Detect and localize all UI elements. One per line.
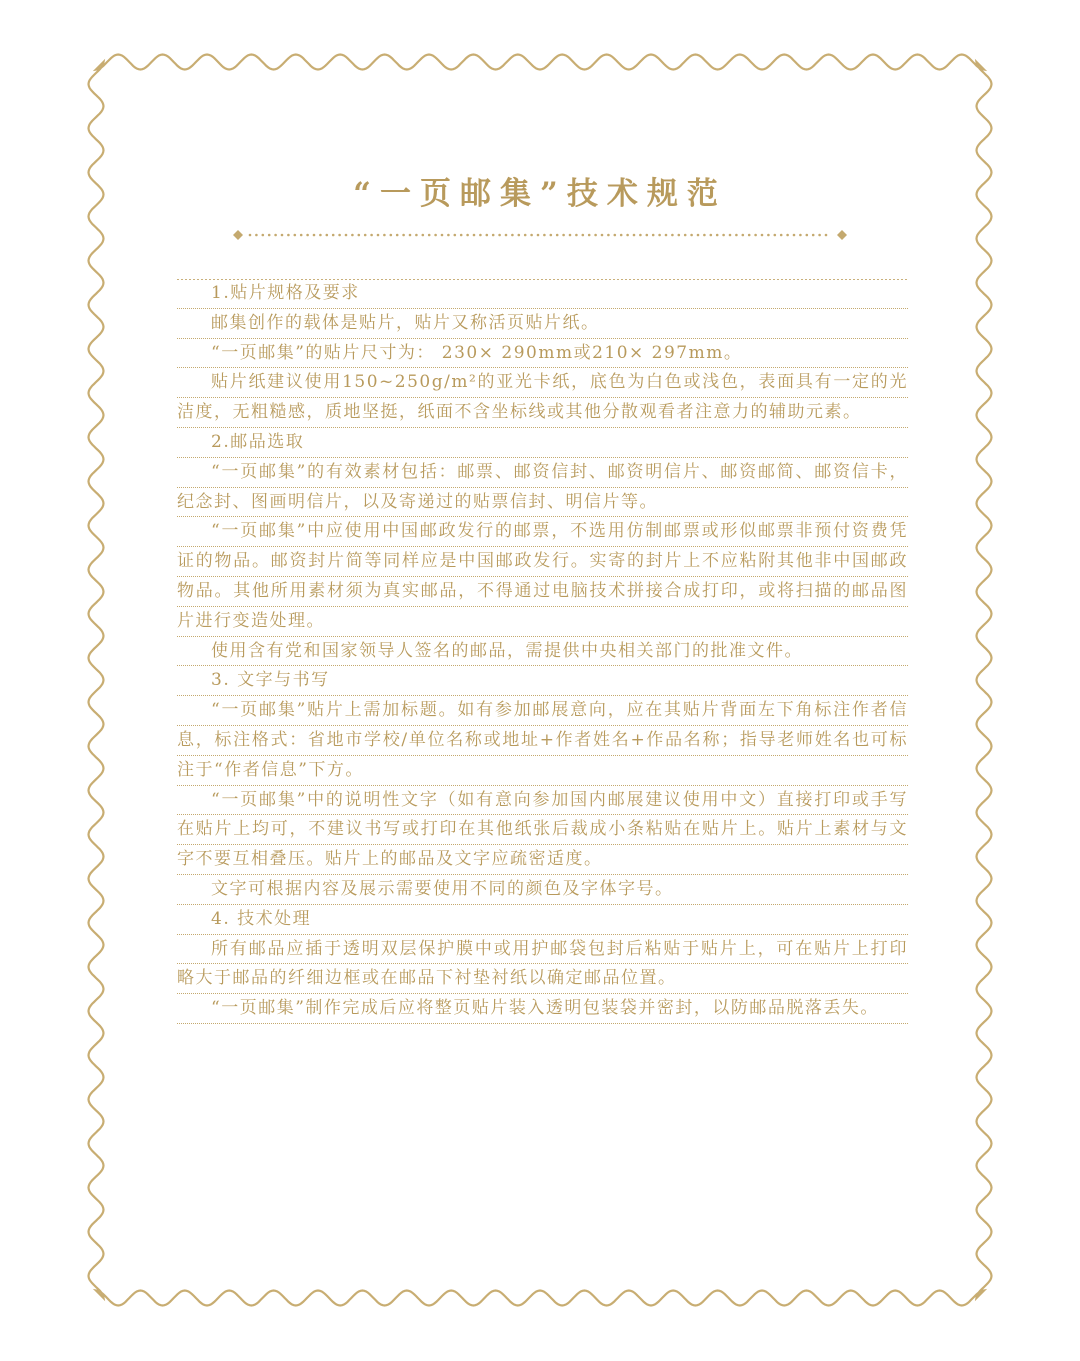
section-heading-2: 2.邮品选取 xyxy=(177,428,908,458)
title-divider xyxy=(232,228,848,242)
paragraph: 所有邮品应插于透明双层保护膜中或用护邮袋包封后粘贴于贴片上，可在贴片上打印略大于邮品的纤细边框或在邮品下衬垫衬纸以确定邮品位置。 xyxy=(177,935,908,995)
paragraph: “一页邮集”的有效素材包括：邮票、邮资信封、邮资明信片、邮资邮简、邮资信卡，纪念封、图画明信片，以及寄递过的贴票信封、明信片等。 xyxy=(177,458,908,518)
paragraph: 文字可根据内容及展示需要使用不同的颜色及字体字号。 xyxy=(177,875,908,905)
paragraph: “一页邮集”中应使用中国邮政发行的邮票，不选用仿制邮票或形似邮票非预付资费凭证的物品。邮资封片简等同样应是中国邮政发行。实寄的封片上不应粘附其他非中国邮政物品。其他所用素材须为真实邮品，不得通过电脑技术拼接合成打印，或将扫描的邮品图片进行变造处理。 xyxy=(177,517,908,636)
paragraph: “一页邮集”制作完成后应将整页贴片装入透明包装袋并密封，以防邮品脱落丢失。 xyxy=(177,994,908,1024)
section-heading-4: 4. 技术处理 xyxy=(177,905,908,935)
page-title: “一页邮集”技术规范 xyxy=(353,176,727,212)
paragraph: 使用含有党和国家领导人签名的邮品，需提供中央相关部门的批准文件。 xyxy=(177,637,908,667)
section-heading-3: 3. 文字与书写 xyxy=(177,666,908,696)
section-heading-1: 1.贴片规格及要求 xyxy=(177,279,908,309)
paragraph: “一页邮集”的贴片尺寸为： 230× 290mm或210× 297mm。 xyxy=(177,339,908,369)
paragraph: 贴片纸建议使用150~250g/m²的亚光卡纸，底色为白色或浅色，表面具有一定的光洁度，无粗糙感，质地坚挺，纸面不含坐标线或其他分散观看者注意力的辅助元素。 xyxy=(177,368,908,428)
spec-body xyxy=(177,279,908,1024)
paragraph: “一页邮集”贴片上需加标题。如有参加邮展意向，应在其贴片背面左下角标注作者信息，标注格式：省地市学校/单位名称或地址+作者姓名+作品名称；指导老师姓名也可标注于“作者信息”下方。 xyxy=(177,696,908,785)
paragraph: 邮集创作的载体是贴片，贴片又称活页贴片纸。 xyxy=(177,309,908,339)
paragraph: “一页邮集”中的说明性文字（如有意向参加国内邮展建议使用中文）直接打印或手写在贴片上均可，不建议书写或打印在其他纸张后裁成小条粘贴在贴片上。贴片上素材与文字不要互相叠压。贴片上的邮品及文字应疏密适度。 xyxy=(177,786,908,875)
